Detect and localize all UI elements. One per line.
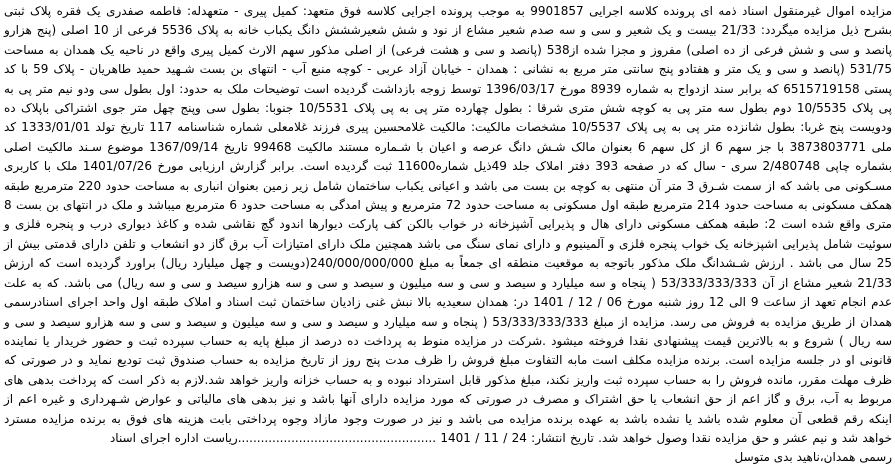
signature-line: رسمی همدان،ناهید بدی متوسل: [734, 450, 892, 465]
auction-notice-body: مزایده اموال غیرمنقول اسناد ذمه ای پرونده کلاسه اجرایی 9901857 به موجب پرونده اجرایی کلاسه فوق متعهد: کمیل پیری - متعهدله: فاطمه صفدری یک فقره پلاک ثبتی بشرح ذیل مزایده میگردد: 21/33 بیست و یک شعیر و سی و سه صدم شعیر مشاع از نود و شش شعیرششش دانگ یکباب خانه به پلاک 5536 فرعی از 10 اصلی (پنج هزارو پانصد و سی و شش فرعی از ده اصلی) مفروز و مجزا شده از538 (پانصد و سی و هشت فرعی) از اصلی مذکور سهم الارث کمیل پیری واقع در ناحیه یک همدان به مساحت 531/75 (پانصد و سی و یک متر و هفتادو پنج سانتی متر مربع به نشانی : همدان - خیابان آزاد عربی - کوچه منبع آب - انتهای بن بست شـهید حمید طاهریان - پلاک 59 با کد پستی 6515719158 که برابر سند ازدواج به شماره 8939 مورخ 1396/03/17 توسط زوجه بازداشت گردیده است توضیحات ملک به حدود: اول بطول سی ودو نیم متر پی به پی پلاک 10/5535 دوم بطول سه متر پی به کوچه شش متری شرقا : بطول چهارده متر پی به پی پلاک 10/5531 جنوبا: بطول سی وپنج چهل متر جوی اشتراکی باپلاک ده ودویست پنج غربا: بطول شانزده متر پی به پی پلاک 10/5537 مشخصات مالکیت: مالکیت غلامحسین پیری فرزند غلامعلی شماره شناسنامه 117 تاریخ تولد 1333/01/01 کد ملی 3873803771 با جز سهم 6 از کل سهم 6 بعنوان مالک شـش دانگ عرصه و اعیان با شـماره مستند مالکیت 99468 تاریخ 1367/09/14 موضوع سـند مالکیت اصلی بشماره چاپی 2/480748 سری - سال که در صفحه 393 دفتر املاک جلد 49ذیل شماره11600 ثبت گردیده است. برابر گزارش ارزیابی مورخ 1401/07/26 ملک با کاربری مسـکونی می باشد که از سمت شـرق 3 متر آن منتهی به کوچه بن بست می باشد و اعیانی یکباب ساختمان شامل زیر زمین بعنوان انباری به مساحت حدود 220 مترمربع طبقه همکف مسکونی به مساحت حدود 214 مترمربع طبقه اول مسکونی به مساحت حدود 72 مترمربع و پیش امدگی به مساحت حدود 6 مترمربع میباشد و ملک در انتهای بن بست 8 متری واقع شده است 2: طبقه همکف مسکونی دارای هال و پذیرایی آشپزخانه در خواب بالکن کف پارکت دیوارها اندود گچ نقاشی شده و کاغذ دیواری درب و پنجره فلزی و سوئیت شامل پذیرایی اشپزخانه یک خواب پنجره فلزی و آلمینیوم و دارای نمای سنگ می باشد همچنین ملک دارای امتیازات آب برق گاز دو انشعاب و تلفن دارای قدمتی بیش از 25 سال می باشد . ارزش شـشدانگ ملک مذکور باتوجه به موقعیت منطقه ای جمعاً به مبلغ 240/000/000/000(دویست و چهل میلیارد ریال) براورد گردیده است که ارزش 21/33 شعیر مشاع از آن 53/333/333/333 ( پنجاه و سه میلیارد و سیصد و سی و سه میلیون و سیصد و سی و سه هزارو سیصد و سی و سه ریال) می باشد. که به علت عدم انجام تعهد از ساعت 9 الی 12 روز شنبه مورخ 06 / 12 / 1401 در: همدان سعیدیه بالا نبش غنی زادیان ساختمان ثبت اسناد و املاک طبقه اول واحد اجرای اسنادرسمی همدان از طریق مزایده به فروش می رسد. مزایده از مبلغ 53/333/333/333 ( پنجاه و سه میلیارد و سیصد و سی و سه میلیون و سیصد و سی و سه هزارو سیصد و سی و سه ریال ) شروع و به بالاترین قیمت پیشنهادی نقدا فروخته میشود .شرکت در مزایده منوط به پرداخت ده درصد از مبلغ پایه به حساب سپرده ثبت و حضور خریدار یا نماینده قانونی او در جلسه مزایده است. برنده مزایده مکلف است مابه التفاوت مبلغ فروش را ظرف مدت پنج روز از تاریخ مزایده به حساب صندوق ثبت تودیع نماید و در صورتی که ظرف مهلت مقرر، مانده فروش را به حساب سپرده ثبت واریز نکند، مبلغ مذکور قابل استرداد نبوده و به حساب خزانه واریز خواهد شد.لازم به ذکر است که پرداخت بدهی های مربوط به آب، برق و گاز اعم از حق انشعاب یا حق اشتراک و مصرف در صورتی که مورد مزایده دارای آنها باشد و نیز بدهی های مالیاتی و عوارض شـهرداری و غیره اعم از اینکه رقم قطعی آن معلوم شده باشد یا نشده باشد به عهده برنده مزایده می باشد و نیز در صورت وجود مازاد وجوه پرداختی بابت هزینه های فوق به برنده مزایده مسترد خواهد شد و نیم عشر و حق مزایده نقدا وصول خواهد شد. تاریخ انتشار: 24 / 11 / 1401 ....................................................رياست اداره اجرای اسناد: [4, 4, 893, 445]
